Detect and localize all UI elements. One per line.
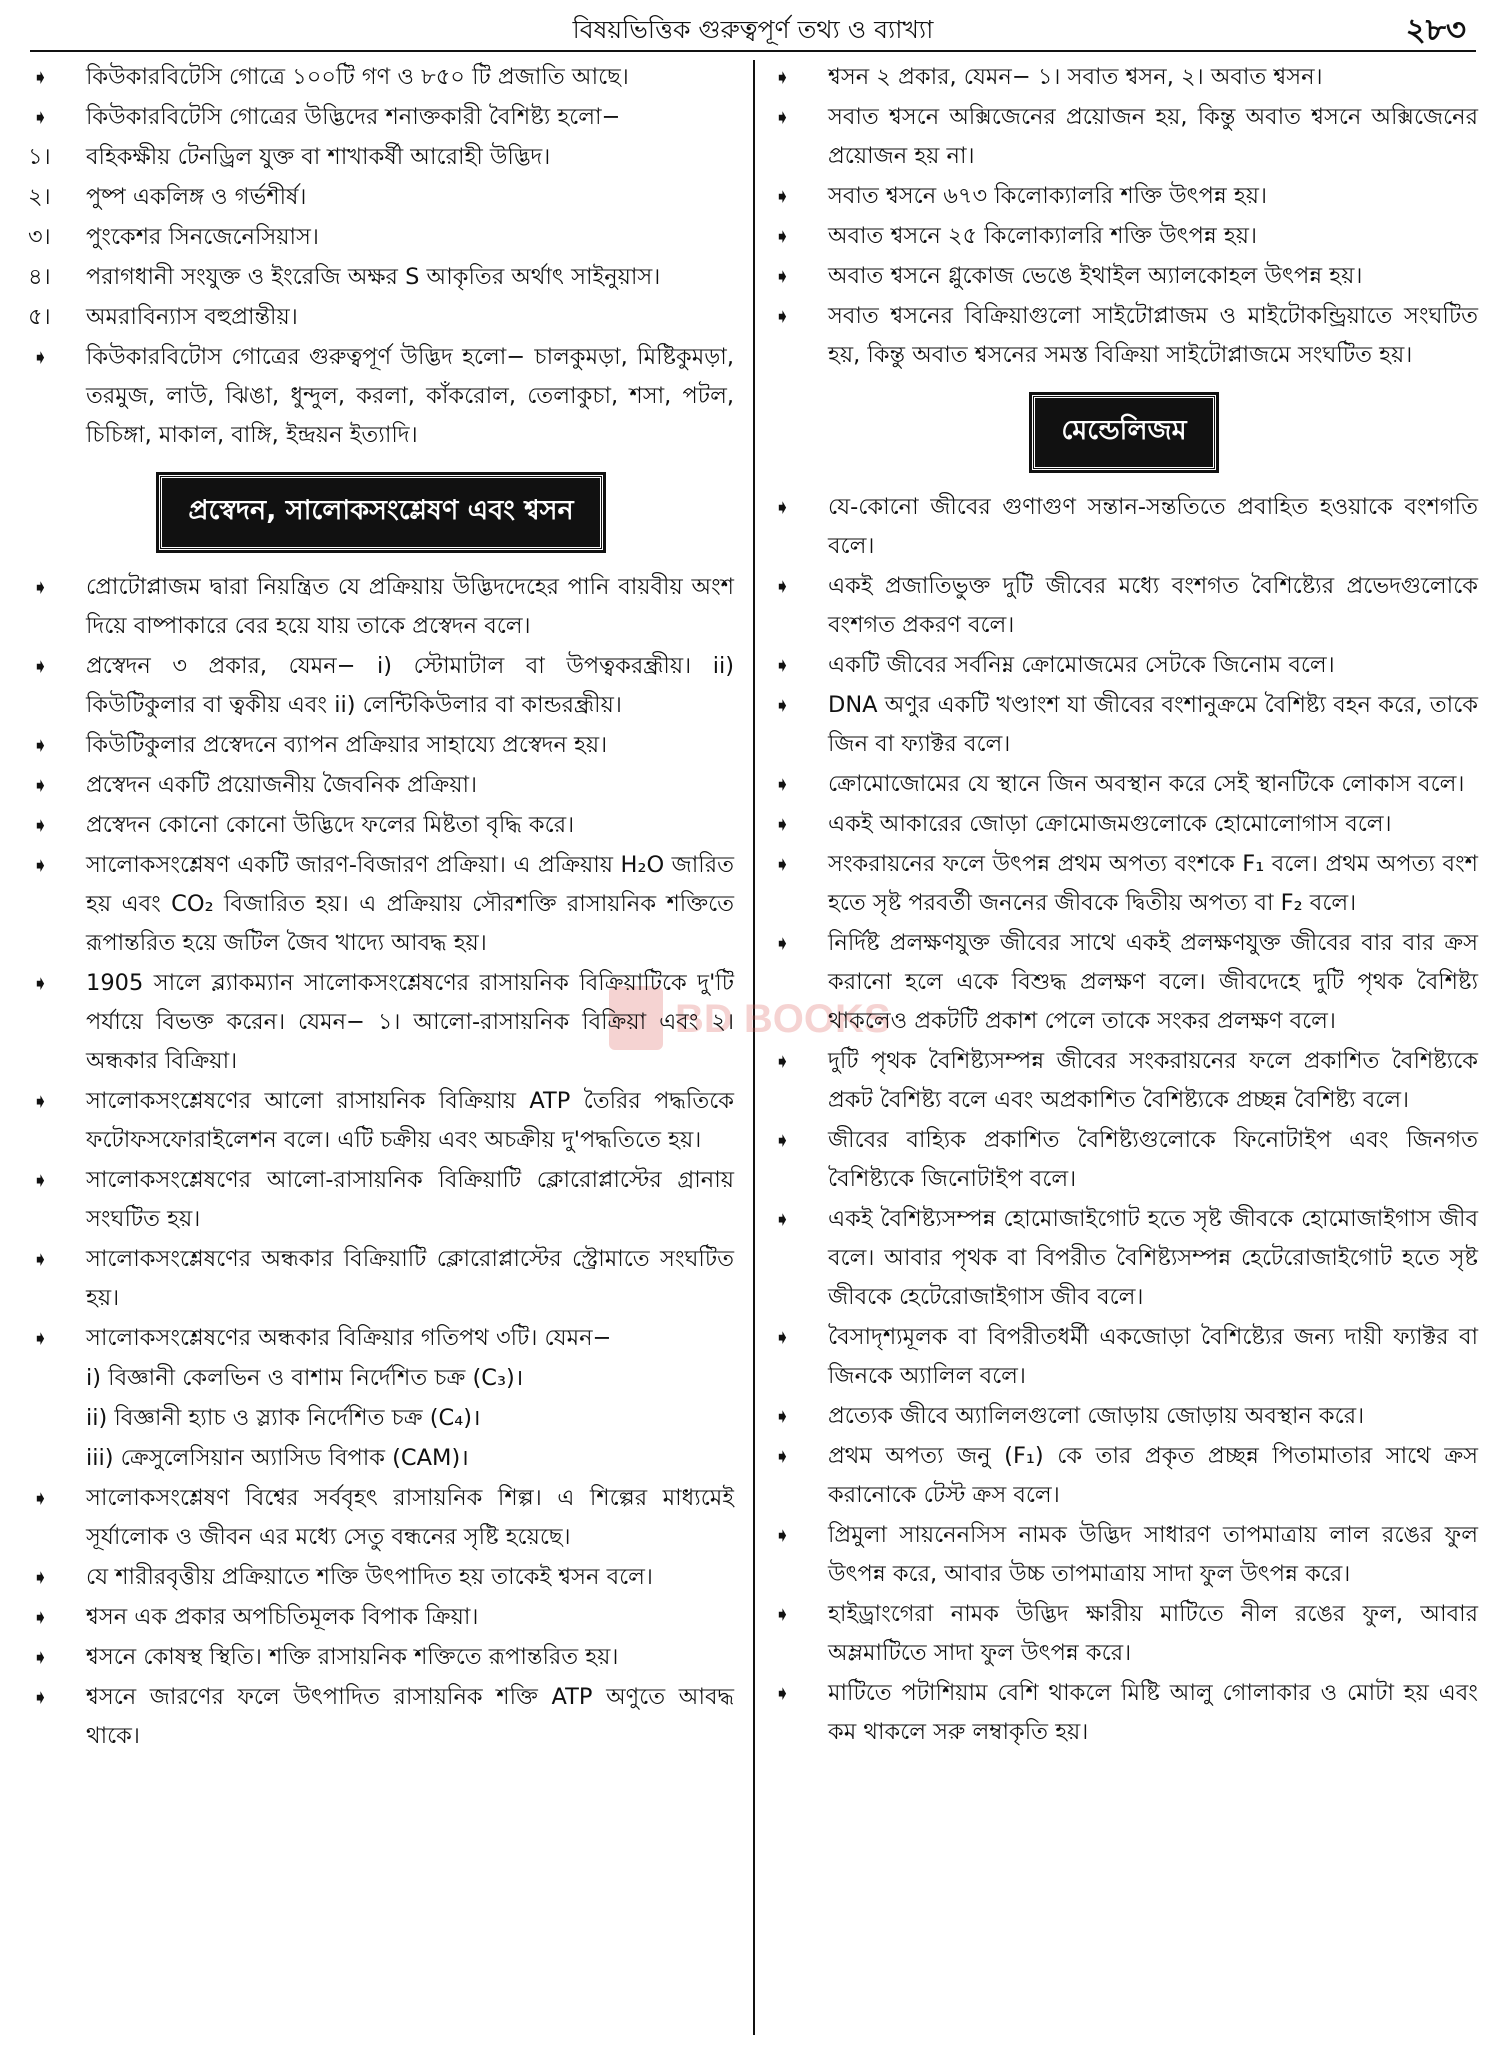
list-item bbox=[770, 58, 1478, 97]
list-item bbox=[28, 766, 734, 805]
item-number: ৩। bbox=[28, 224, 51, 250]
item-text: শ্বসনে জারণের ফলে উৎপাদিত রাসায়নিক শক্তি ATP অণুতে আবদ্ধ থাকে। bbox=[86, 1684, 734, 1749]
item-number: ২। bbox=[28, 184, 51, 210]
item-text: একই বৈশিষ্ট্যসম্পন্ন হোমোজাইগোট হতে সৃষ্ট জীবকে হোমোজাইগাস জীব বলে। আবার পৃথক বা বিপরীত বৈশিষ্ট্যসম্পন্ন হেটেরোজাইগোট হতে সৃষ্ট জীবকে হেটেরোজাইগাস জীব বলে। bbox=[828, 1206, 1478, 1310]
item-text: প্রোটোপ্লাজম দ্বারা নিয়ন্ত্রিত যে প্রক্রিয়ায় উদ্ভিদদেহের পানি বায়বীয় অংশ দিয়ে বাষ্পাকারে বের হয়ে যায় তাকে প্রস্বেদন বলে। bbox=[86, 574, 734, 639]
page-header bbox=[0, 0, 1506, 52]
item-text: মাটিতে পটাশিয়াম বেশি থাকলে মিষ্টি আলু গোলাকার ও মোটা হয় এবং কম থাকলে সরু লম্বাকৃতি হয়। bbox=[828, 1680, 1478, 1745]
arrow-bullet-icon: ➧ bbox=[32, 1685, 49, 1709]
arrow-bullet-icon: ➧ bbox=[32, 654, 49, 678]
list-item bbox=[770, 217, 1478, 256]
arrow-bullet-icon: ➧ bbox=[774, 304, 791, 328]
item-text: একই প্রজাতিভুক্ত দুটি জীবের মধ্যে বংশগত বৈশিষ্ট্যের প্রভেদগুলোকে বংশগত প্রকরণ বলে। bbox=[828, 573, 1478, 638]
item-text: বৈসাদৃশ্যমূলক বা বিপরীতধর্মী একজোড়া বৈশিষ্ট্যের জন্য দায়ী ফ্যাক্টর বা জিনকে অ্যালিল বলে। bbox=[828, 1324, 1478, 1389]
arrow-bullet-icon: ➧ bbox=[774, 1207, 791, 1231]
list-item bbox=[770, 1437, 1478, 1515]
list-item bbox=[770, 1121, 1478, 1199]
arrow-bullet-icon: ➧ bbox=[774, 653, 791, 677]
arrow-bullet-icon: ➧ bbox=[32, 1565, 49, 1589]
arrow-bullet-icon: ➧ bbox=[774, 184, 791, 208]
list-item bbox=[28, 1678, 734, 1756]
arrow-bullet-icon: ➧ bbox=[774, 1444, 791, 1468]
list-item bbox=[770, 765, 1478, 804]
list-item bbox=[28, 726, 734, 765]
list-item bbox=[770, 257, 1478, 296]
list-item bbox=[28, 58, 734, 97]
item-text: iii) ক্রেসুলেসিয়ান অ্যাসিড বিপাক (CAM)। bbox=[86, 1445, 469, 1471]
item-text: সালোকসংশ্লেষণের অন্ধকার বিক্রিয়ার গতিপথ ৩টি। যেমন− bbox=[86, 1325, 612, 1351]
list-item bbox=[770, 1397, 1478, 1436]
arrow-bullet-icon: ➧ bbox=[32, 1089, 49, 1113]
list-item bbox=[770, 567, 1478, 645]
section-title: প্রস্বেদন, সালোকসংশ্লেষণ এবং শ্বসন bbox=[159, 475, 602, 550]
list-item bbox=[770, 297, 1478, 375]
item-text: শ্বসনে কোষস্থ স্থিতি। শক্তি রাসায়নিক শক্তিতে রূপান্তরিত হয়। bbox=[86, 1644, 619, 1670]
arrow-bullet-icon: ➧ bbox=[774, 105, 791, 129]
list-item bbox=[770, 805, 1478, 844]
arrow-bullet-icon: ➧ bbox=[32, 1326, 49, 1350]
item-text: সংকরায়নের ফলে উৎপন্ন প্রথম অপত্য বংশকে F₁ বলে। প্রথম অপত্য বংশ হতে সৃষ্ট পরবর্তী জননের জীবকে দ্বিতীয় অপত্য বা F₂ বলে। bbox=[828, 851, 1478, 916]
list-item bbox=[28, 1240, 734, 1318]
arrow-bullet-icon: ➧ bbox=[32, 1168, 49, 1192]
item-text: যে শারীরবৃত্তীয় প্রক্রিয়াতে শক্তি উৎপাদিত হয় তাকেই শ্বসন বলে। bbox=[86, 1564, 653, 1590]
item-text: একটি জীবের সর্বনিম্ন ক্রোমোজমের সেটকে জিনোম বলে। bbox=[828, 652, 1335, 678]
arrow-bullet-icon: ➧ bbox=[32, 1645, 49, 1669]
item-text: সবাত শ্বসনের বিক্রিয়াগুলো সাইটোপ্লাজম ও মাইটোকন্ড্রিয়াতে সংঘটিত হয়, কিন্তু অবাত শ্বসনের সমস্ত বিক্রিয়া সাইটোপ্লাজমে সংঘটিত হয়। bbox=[828, 303, 1478, 368]
arrow-bullet-icon: ➧ bbox=[774, 1523, 791, 1547]
numbered-item bbox=[28, 298, 734, 337]
page-number: ২৮৩ bbox=[1405, 12, 1466, 48]
item-number: ৪। bbox=[28, 264, 51, 290]
arrow-bullet-icon: ➧ bbox=[774, 931, 791, 955]
item-text: একই আকারের জোড়া ক্রোমোজমগুলোকে হোমোলোগাস বলে। bbox=[828, 811, 1392, 837]
list-item bbox=[28, 98, 734, 137]
item-text: i) বিজ্ঞানী কেলভিন ও বাশাম নির্দেশিত চক্র (C₃)। bbox=[86, 1365, 524, 1391]
list-item bbox=[770, 1674, 1478, 1752]
arrow-bullet-icon: ➧ bbox=[774, 224, 791, 248]
item-text: জীবের বাহ্যিক প্রকাশিত বৈশিষ্ট্যগুলোকে ফিনোটাইপ এবং জিনগত বৈশিষ্ট্যকে জিনোটাইপ বলে। bbox=[828, 1127, 1478, 1192]
item-text: বহিকক্ষীয় টেনড্রিল যুক্ত বা শাখাকর্ষী আরোহী উদ্ভিদ। bbox=[86, 144, 551, 170]
numbered-item bbox=[28, 138, 734, 177]
item-text: DNA অণুর একটি খণ্ডাংশ যা জীবের বংশানুক্রমে বৈশিষ্ট্য বহন করে, তাকে জিন বা ফ্যাক্টর বলে। bbox=[828, 692, 1478, 757]
item-text: প্রস্বেদন কোনো কোনো উদ্ভিদে ফলের মিষ্টতা বৃদ্ধি করে। bbox=[86, 812, 575, 838]
header-rule bbox=[30, 50, 1476, 52]
sub-item bbox=[28, 1399, 734, 1438]
arrow-bullet-icon: ➧ bbox=[32, 65, 49, 89]
watermark-text: BD BOOKS bbox=[675, 997, 891, 1041]
item-text: কিউকারবিটোস গোত্রের গুরুত্বপূর্ণ উদ্ভিদ হলো− চালকুমড়া, মিষ্টিকুমড়া, তরমুজ, লাউ, ঝিঙা, ধুন্দুল, করলা, কাঁকরোল, তেলাকুচা, শসা, পটল, চিচিঙ্গা, মাকাল, বাঙ্গি, ইন্দ্রয়ন ইত্যাদি। bbox=[86, 344, 734, 448]
arrow-bullet-icon: ➧ bbox=[774, 1049, 791, 1073]
list-item bbox=[770, 488, 1478, 566]
arrow-bullet-icon: ➧ bbox=[32, 853, 49, 877]
item-text: কিউটিকুলার প্রস্বেদনে ব্যাপন প্রক্রিয়ার সাহায্যে প্রস্বেদন হয়। bbox=[86, 732, 608, 758]
item-text: দুটি পৃথক বৈশিষ্ট্যসম্পন্ন জীবের সংকরায়নের ফলে প্রকাশিত বৈশিষ্ট্যকে প্রকট বৈশিষ্ট্য বলে এবং অপ্রকাশিত বৈশিষ্ট্যকে প্রচ্ছন্ন বৈশিষ্ট্য বলে। bbox=[828, 1048, 1478, 1113]
numbered-item bbox=[28, 218, 734, 257]
arrow-bullet-icon: ➧ bbox=[774, 264, 791, 288]
arrow-bullet-icon: ➧ bbox=[774, 693, 791, 717]
arrow-bullet-icon: ➧ bbox=[774, 1681, 791, 1705]
list-item bbox=[28, 1082, 734, 1160]
arrow-bullet-icon: ➧ bbox=[32, 971, 49, 995]
item-text: পুষ্প একলিঙ্গ ও গর্ভশীর্ষ। bbox=[86, 184, 307, 210]
item-text: সালোকসংশ্লেষণের আলো রাসায়নিক বিক্রিয়ায় ATP তৈরির পদ্ধতিকে ফটোফসফোরাইলেশন বলে। এটি চক্রীয় এবং অচক্রীয় দু'পদ্ধতিতে হয়। bbox=[86, 1088, 734, 1153]
item-text: নির্দিষ্ট প্রলক্ষণযুক্ত জীবের সাথে একই প্রলক্ষণযুক্ত জীবের বার বার ক্রস করানো হলে একে বিশুদ্ধ প্রলক্ষণ বলে। জীবদেহে দুটি পৃথক বৈশিষ্ট্য থাকলেও প্রকটটি প্রকাশ পেলে তাকে সংকর প্রলক্ষণ বলে। bbox=[828, 930, 1478, 1034]
arrow-bullet-icon: ➧ bbox=[32, 733, 49, 757]
item-text: সবাত শ্বসনে ৬৭৩ কিলোক্যালরি শক্তি উৎপন্ন হয়। bbox=[828, 183, 1268, 209]
list-item bbox=[28, 1638, 734, 1677]
item-text: সালোকসংশ্লেষণ একটি জারণ-বিজারণ প্রক্রিয়া। এ প্রক্রিয়ায় H₂O জারিত হয় এবং CO₂ বিজারিত হয়। এ প্রক্রিয়ায় সৌরশক্তি রাসায়নিক শক্তিতে রূপান্তরিত হয়ে জটিল জৈব খাদ্যে আবদ্ধ হয়। bbox=[86, 852, 734, 956]
list-item bbox=[770, 845, 1478, 923]
arrow-bullet-icon: ➧ bbox=[32, 575, 49, 599]
item-text: অমরাবিন্যাস বহুপ্রান্তীয়। bbox=[86, 304, 298, 330]
item-text: ক্রোমোজোমের যে স্থানে জিন অবস্থান করে সেই স্থানটিকে লোকাস বলে। bbox=[828, 771, 1465, 797]
sub-item bbox=[28, 1359, 734, 1398]
list-item bbox=[770, 177, 1478, 216]
item-text: শ্বসন এক প্রকার অপচিতিমূলক বিপাক ক্রিয়া। bbox=[86, 1604, 479, 1630]
arrow-bullet-icon: ➧ bbox=[774, 812, 791, 836]
item-text: সালোকসংশ্লেষণের আলো-রাসায়নিক বিক্রিয়াটি ক্লোরোপ্লাস্টের গ্রানায় সংঘটিত হয়। bbox=[86, 1167, 734, 1232]
item-text: কিউকারবিটেসি গোত্রে ১০০টি গণ ও ৮৫০ টি প্রজাতি আছে। bbox=[86, 64, 629, 90]
item-text: যে-কোনো জীবের গুণাগুণ সন্তান-সন্ততিতে প্রবাহিত হওয়াকে বংশগতি বলে। bbox=[828, 494, 1478, 559]
arrow-bullet-icon: ➧ bbox=[774, 772, 791, 796]
item-text: সবাত শ্বসনে অক্সিজেনের প্রয়োজন হয়, কিন্তু অবাত শ্বসনে অক্সিজেনের প্রয়োজন হয় না। bbox=[828, 104, 1478, 169]
numbered-item bbox=[28, 178, 734, 217]
arrow-bullet-icon: ➧ bbox=[774, 1325, 791, 1349]
item-text: হাইড্রাংগেরা নামক উদ্ভিদ ক্ষারীয় মাটিতে নীল রঙের ফুল, আবার অম্লমাটিতে সাদা ফুল উৎপন্ন করে। bbox=[828, 1601, 1478, 1666]
list-item bbox=[28, 1558, 734, 1597]
section-heading bbox=[28, 475, 734, 550]
arrow-bullet-icon: ➧ bbox=[774, 1602, 791, 1626]
arrow-bullet-icon: ➧ bbox=[32, 105, 49, 129]
list-item bbox=[28, 964, 734, 1081]
arrow-bullet-icon: ➧ bbox=[32, 1605, 49, 1629]
arrow-bullet-icon: ➧ bbox=[774, 65, 791, 89]
list-item bbox=[28, 568, 734, 646]
item-text: প্রথম অপত্য জনু (F₁) কে তার প্রকৃত প্রচ্ছন্ন পিতামাতার সাথে ক্রস করানোকে টেস্ট ক্রস বলে। bbox=[828, 1443, 1478, 1508]
list-item bbox=[770, 1516, 1478, 1594]
sub-item bbox=[28, 1439, 734, 1478]
item-text: প্রস্বেদন একটি প্রয়োজনীয় জৈবনিক প্রক্রিয়া। bbox=[86, 772, 478, 798]
list-item bbox=[28, 1319, 734, 1358]
arrow-bullet-icon: ➧ bbox=[32, 813, 49, 837]
numbered-item bbox=[28, 258, 734, 297]
left-column bbox=[28, 58, 734, 1757]
arrow-bullet-icon: ➧ bbox=[774, 1128, 791, 1152]
item-text: প্রিমুলা সায়নেনসিস নামক উদ্ভিদ সাধারণ তাপমাত্রায় লাল রঙের ফুল উৎপন্ন করে, আবার উচ্চ তাপমাত্রায় সাদা ফুল উৎপন্ন করে। bbox=[828, 1522, 1478, 1587]
section-heading bbox=[770, 395, 1478, 470]
running-title: বিষয়ভিত্তিক গুরুত্বপূর্ণ তথ্য ও ব্যাখ্যা bbox=[572, 15, 934, 44]
item-text: পুংকেশর সিনজেনেসিয়াস। bbox=[86, 224, 319, 250]
list-item bbox=[28, 1598, 734, 1637]
list-item bbox=[28, 1161, 734, 1239]
item-text: সালোকসংশ্লেষণের অন্ধকার বিক্রিয়াটি ক্লোরোপ্লাস্টের স্ট্রোমাতে সংঘটিত হয়। bbox=[86, 1246, 734, 1311]
section-title: মেন্ডেলিজম bbox=[1032, 395, 1215, 470]
list-item bbox=[770, 1042, 1478, 1120]
list-item bbox=[770, 1318, 1478, 1396]
list-item bbox=[28, 338, 734, 455]
item-text: প্রস্বেদন ৩ প্রকার, যেমন− i) স্টোমাটাল বা উপত্বকরন্ধ্রীয়। ii) কিউটিকুলার বা ত্বকীয় এবং ii) লেন্টিকিউলার বা কান্ডরন্ধ্রীয়। bbox=[86, 653, 734, 718]
arrow-bullet-icon: ➧ bbox=[774, 852, 791, 876]
arrow-bullet-icon: ➧ bbox=[774, 1404, 791, 1428]
list-item bbox=[28, 806, 734, 845]
item-text: 1905 সালে ব্ল্যাকম্যান সালোকসংশ্লেষণের রাসায়নিক বিক্রিয়াটিকে দু'টি পর্যায়ে বিভক্ত করেন। যেমন− ১। আলো-রাসায়নিক বিক্রিয়া এবং ২। অন্ধকার বিক্রিয়া। bbox=[86, 970, 734, 1074]
list-item bbox=[770, 1595, 1478, 1673]
item-text: প্রত্যেক জীবে অ্যালিলগুলো জোড়ায় জোড়ায় অবস্থান করে। bbox=[828, 1403, 1365, 1429]
item-text: ii) বিজ্ঞানী হ্যাচ ও স্ল্যাক নির্দেশিত চক্র (C₄)। bbox=[86, 1405, 481, 1431]
item-text: কিউকারবিটেসি গোত্রের উদ্ভিদের শনাক্তকারী বৈশিষ্ট্য হলো− bbox=[86, 104, 621, 130]
arrow-bullet-icon: ➧ bbox=[32, 1486, 49, 1510]
list-item bbox=[770, 98, 1478, 176]
arrow-bullet-icon: ➧ bbox=[774, 574, 791, 598]
list-item bbox=[28, 846, 734, 963]
item-text: শ্বসন ২ প্রকার, যেমন− ১। সবাত শ্বসন, ২। অবাত শ্বসন। bbox=[828, 64, 1323, 90]
list-item bbox=[770, 1200, 1478, 1317]
item-number: ১। bbox=[28, 144, 51, 170]
item-text: সালোকসংশ্লেষণ বিশ্বের সর্ববৃহৎ রাসায়নিক শিল্প। এ শিল্পের মাধ্যমেই সূর্যালোক ও জীবন এর মধ্যে সেতু বন্ধনের সৃষ্টি হয়েছে। bbox=[86, 1485, 734, 1550]
item-number: ৫। bbox=[28, 304, 51, 330]
item-text: পরাগধানী সংযুক্ত ও ইংরেজি অক্ষর S আকৃতির অর্থাৎ সাইনুয়াস। bbox=[86, 264, 661, 290]
arrow-bullet-icon: ➧ bbox=[774, 495, 791, 519]
list-item bbox=[28, 647, 734, 725]
list-item bbox=[28, 1479, 734, 1557]
list-item bbox=[770, 924, 1478, 1041]
list-item bbox=[770, 686, 1478, 764]
arrow-bullet-icon: ➧ bbox=[32, 773, 49, 797]
item-text: অবাত শ্বসনে গ্লুকোজ ভেঙে ইথাইল অ্যালকোহল উৎপন্ন হয়। bbox=[828, 263, 1363, 289]
list-item bbox=[770, 646, 1478, 685]
right-column bbox=[770, 58, 1478, 1753]
item-text: অবাত শ্বসনে ২৫ কিলোক্যালরি শক্তি উৎপন্ন হয়। bbox=[828, 223, 1258, 249]
arrow-bullet-icon: ➧ bbox=[32, 1247, 49, 1271]
arrow-bullet-icon: ➧ bbox=[32, 345, 49, 369]
